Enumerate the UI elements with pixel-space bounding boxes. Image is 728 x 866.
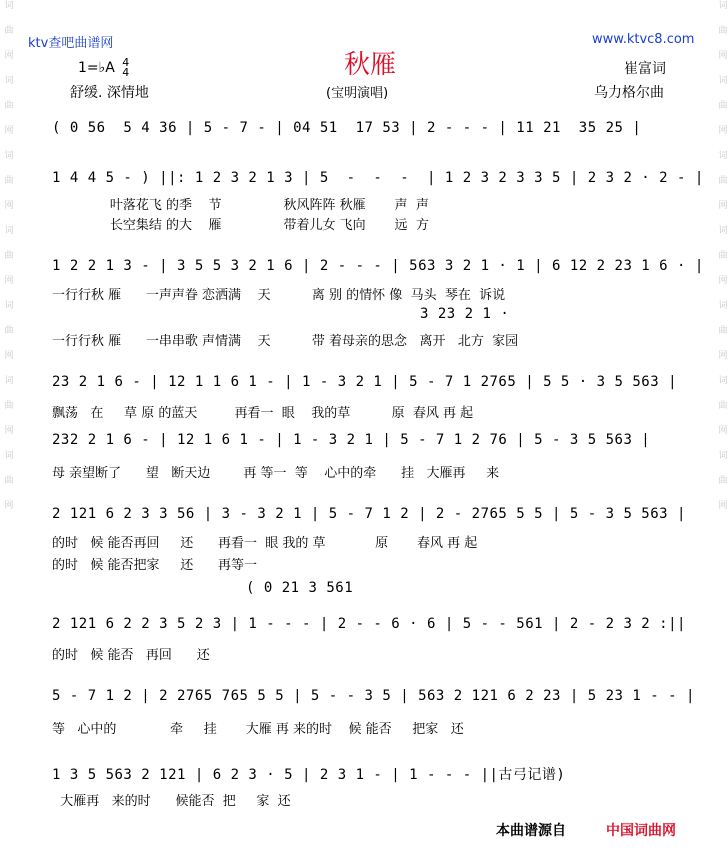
watermark-mark: 网 [716, 125, 727, 134]
lyric-line-6a: 的时 候 能否再回 还 再看一 眼 我的 草 原 春风 再 起 [52, 536, 478, 551]
left-watermark-strip [0, 0, 14, 866]
lyricist-credit: 崔富词 [624, 61, 666, 77]
watermark-mark: 曲 [2, 325, 13, 334]
watermark-mark: 网 [716, 350, 727, 359]
time-top: 4 [122, 56, 130, 69]
watermark-mark: 曲 [716, 25, 727, 34]
watermark-mark: 词 [716, 375, 727, 384]
lyric-line-7a: 的时 候 能否 再回 还 [52, 648, 210, 663]
watermark-mark: 词 [2, 300, 13, 309]
lyric-line-3a: 一行行秋 雁 一声声眷 恋洒满 天 离 别 的情怀 像 马头 琴在 诉说 [52, 288, 506, 303]
watermark-mark: 词 [716, 450, 727, 459]
composer-credit: 乌力格尔曲 [594, 85, 664, 101]
watermark-mark: 曲 [716, 475, 727, 484]
watermark-mark: 曲 [716, 250, 727, 259]
lyric-line-8a: 等 心中的 牵 挂 大雁 再 来的时 候 能否 把家 还 [52, 722, 464, 737]
watermark-mark: 曲 [2, 175, 13, 184]
watermark-mark: 网 [2, 50, 13, 59]
watermark-mark: 词 [716, 225, 727, 234]
source-site-left: ktv查吧曲谱网 [28, 36, 114, 51]
tempo-marking: 舒缓. 深情地 [70, 85, 149, 101]
watermark-mark: 曲 [2, 100, 13, 109]
watermark-mark: 网 [716, 50, 727, 59]
watermark-mark: 曲 [2, 400, 13, 409]
footer-source-label: 本曲谱源自 [496, 823, 566, 839]
score-line-4: 23 2 1 6 - | 12 1 1 6 1 - | 1 - 3 2 1 | 5 - 7 1 2765 | 5 5 · 3 5 563 | [52, 374, 678, 390]
key-label: 1=♭A [78, 60, 115, 76]
watermark-mark: 词 [2, 225, 13, 234]
score-line-6: 2 121 6 2 3 3 56 | 3 - 3 2 1 | 5 - 7 1 2 | 2 - 2765 5 5 | 5 - 3 5 563 | [52, 506, 686, 522]
score-line-5: 232 2 1 6 - | 12 1 6 1 - | 1 - 3 2 1 | 5 - 7 1 2 76 | 5 - 3 5 563 | [52, 432, 651, 448]
score-line-3: 1 2 2 1 3 - | 3 5 5 3 2 1 6 | 2 - - - | 563 3 2 1 · 1 | 6 12 2 23 1 6 · | [52, 258, 704, 274]
watermark-mark: 网 [2, 125, 13, 134]
watermark-mark: 曲 [2, 475, 13, 484]
interlude-line: ( 0 21 3 561 [246, 580, 354, 596]
watermark-mark: 曲 [716, 100, 727, 109]
watermark-mark: 词 [2, 75, 13, 84]
singer-credit: (宝明演唱) [326, 86, 389, 101]
score-line-7: 2 121 6 2 2 3 5 2 3 | 1 - - - | 2 - - 6 · 6 | 5 - - 561 | 2 - 2 3 2 :|| [52, 616, 686, 632]
lyric-line-3b: 一行行秋 雁 一串串歌 声情满 天 带 着母亲的思念 离开 北方 家园 [52, 334, 519, 349]
lyric-line-4a: 飘荡 在 草 原 的蓝天 再看一 眼 我的草 原 春风 再 起 [52, 406, 474, 421]
score-line-9: 1 3 5 563 2 121 | 6 2 3 · 5 | 2 3 1 - | 1 - - - ||古弓记谱) [52, 767, 566, 783]
watermark-mark: 曲 [2, 250, 13, 259]
watermark-mark: 词 [2, 375, 13, 384]
lyric-line-2b: 长空集结 的大 雁 带着儿女 飞向 远 方 [52, 218, 429, 233]
watermark-mark: 词 [2, 450, 13, 459]
watermark-mark: 网 [2, 350, 13, 359]
watermark-mark: 网 [716, 275, 727, 284]
watermark-mark: 词 [2, 0, 13, 9]
watermark-mark: 词 [716, 75, 727, 84]
watermark-mark: 词 [716, 300, 727, 309]
watermark-mark: 曲 [716, 325, 727, 334]
score-line-8: 5 - 7 1 2 | 2 2765 765 5 5 | 5 - - 3 5 | 563 2 121 6 2 23 | 5 23 1 - - | [52, 688, 695, 704]
watermark-mark: 曲 [716, 175, 727, 184]
key-signature [78, 58, 129, 78]
watermark-mark: 曲 [716, 400, 727, 409]
right-watermark-strip [714, 0, 728, 866]
watermark-mark: 网 [2, 200, 13, 209]
time-bottom: 4 [122, 66, 130, 79]
lyric-line-9a: 大雁再 来的时 候能否 把 家 还 [52, 794, 291, 809]
watermark-mark: 网 [2, 500, 13, 509]
lyric-line-6b: 的时 候 能否把家 还 再等一 [52, 558, 257, 573]
song-title: 秋雁 [344, 50, 397, 80]
score-fragment-3: 3 23 2 1 · [420, 306, 510, 322]
watermark-mark: 网 [716, 500, 727, 509]
watermark-mark: 网 [716, 425, 727, 434]
watermark-mark: 词 [2, 150, 13, 159]
source-site-right: www.ktvc8.com [592, 32, 695, 47]
watermark-mark: 词 [716, 0, 727, 9]
watermark-mark: 网 [2, 425, 13, 434]
watermark-mark: 网 [716, 200, 727, 209]
time-signature [122, 58, 129, 78]
score-line-1: ( 0 56 5 4 36 | 5 - 7 - | 04 51 17 53 | 2 - - - | 11 21 35 25 | [52, 120, 642, 136]
score-line-2: 1 4 4 5 - ) ||: 1 2 3 2 1 3 | 5 - - - | 1 2 3 2 3 3 5 | 2 3 2 · 2 - | [52, 170, 704, 186]
watermark-mark: 网 [2, 275, 13, 284]
lyric-line-5a: 母 亲望断了 望 断天边 再 等一 等 心中的牵 挂 大雁再 来 [52, 466, 500, 481]
lyric-line-2a: 叶落花飞 的季 节 秋风阵阵 秋雁 声 声 [52, 198, 429, 213]
watermark-mark: 曲 [2, 25, 13, 34]
footer-source-site: 中国词曲网 [606, 823, 676, 839]
watermark-mark: 词 [716, 150, 727, 159]
